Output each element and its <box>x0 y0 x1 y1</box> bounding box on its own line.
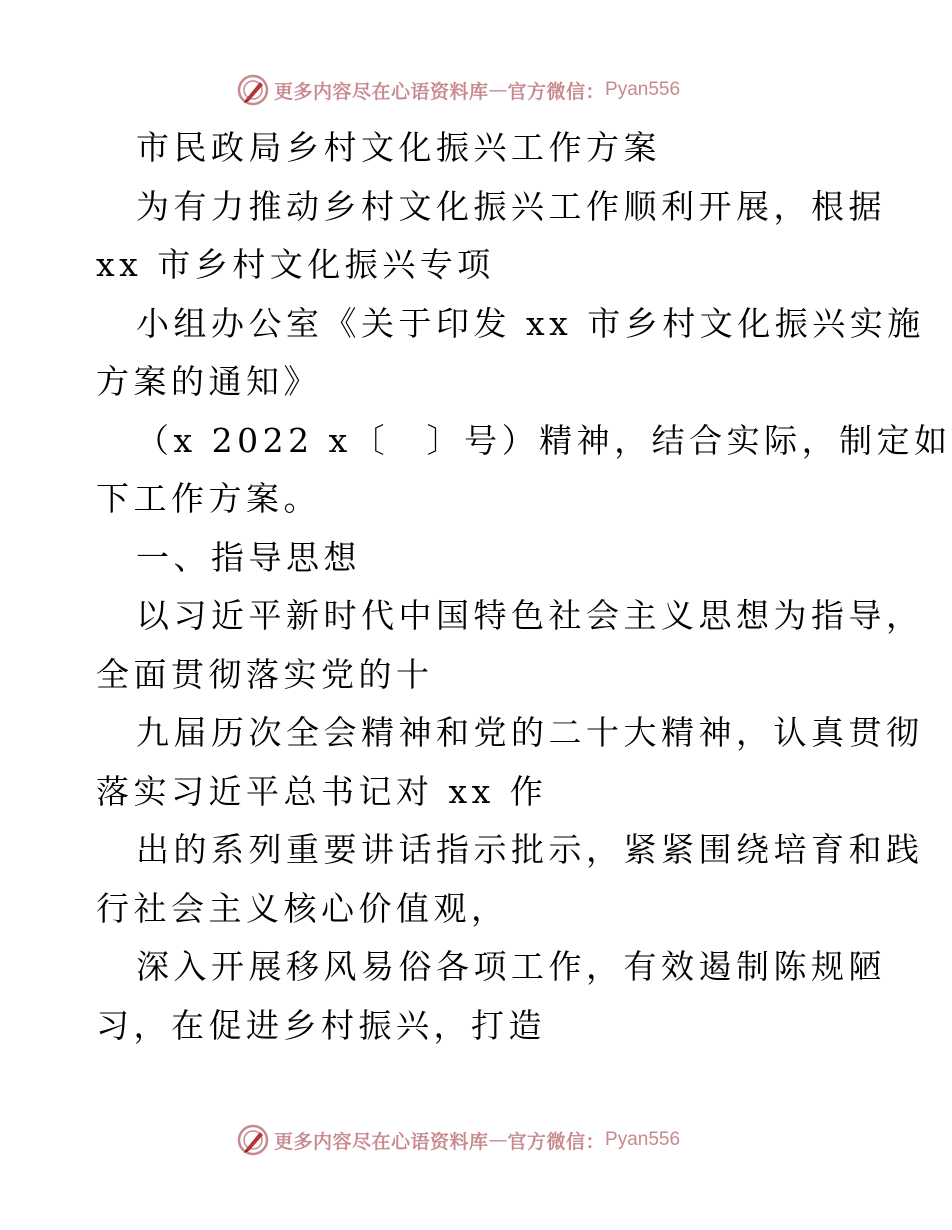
watermark-header <box>236 72 680 108</box>
document-body <box>96 123 952 1059</box>
text-line: 全面贯彻落实党的十 <box>96 654 434 694</box>
text-line: xx 市乡村文化振兴专项 <box>96 245 495 284</box>
pen-logo-icon <box>236 1123 270 1157</box>
watermark-separator: — <box>488 79 508 101</box>
text-line: 以习近平新时代中国特色社会主义思想为指导， <box>136 596 924 635</box>
watermark-title: 更多内容尽在心语资料库 <box>274 1130 489 1153</box>
document-title: 市民政局乡村文化振兴工作方案 <box>136 128 661 167</box>
text-line: 九届历次全会精神和党的二十大精神，认真贯彻 <box>136 713 924 752</box>
text-line: 方案的通知》 <box>96 362 321 401</box>
watermark-id: Pyan556 <box>605 1129 681 1150</box>
text-line: 落实习近平总书记对 xx 作 <box>96 771 548 811</box>
text-line: 行社会主义核心价值观， <box>96 888 509 928</box>
watermark-separator: — <box>488 1129 508 1151</box>
watermark-id: Pyan556 <box>605 79 681 100</box>
watermark-suffix: 官方微信： <box>507 80 606 103</box>
section-heading: 一、指导思想 <box>136 537 361 577</box>
text-line: （x 2022 x〔 〕号）精神，结合实际，制定如 <box>136 420 952 460</box>
pen-logo-icon <box>236 73 270 107</box>
text-line: 小组办公室《关于印发 xx 市乡村文化振兴实施 <box>136 303 925 343</box>
text-line: 下工作方案。 <box>96 479 321 518</box>
text-line: 习，在促进乡村振兴，打造 <box>96 1005 546 1045</box>
watermark-footer <box>236 1122 680 1158</box>
watermark-suffix: 官方微信： <box>507 1130 606 1153</box>
text-line: 为有力推动乡村文化振兴工作顺利开展，根据 <box>136 186 886 226</box>
watermark-title: 更多内容尽在心语资料库 <box>274 80 489 103</box>
text-line: 出的系列重要讲话指示批示，紧紧围绕培育和践 <box>136 830 924 869</box>
text-line: 深入开展移风易俗各项工作，有效遏制陈规陋 <box>136 947 886 986</box>
